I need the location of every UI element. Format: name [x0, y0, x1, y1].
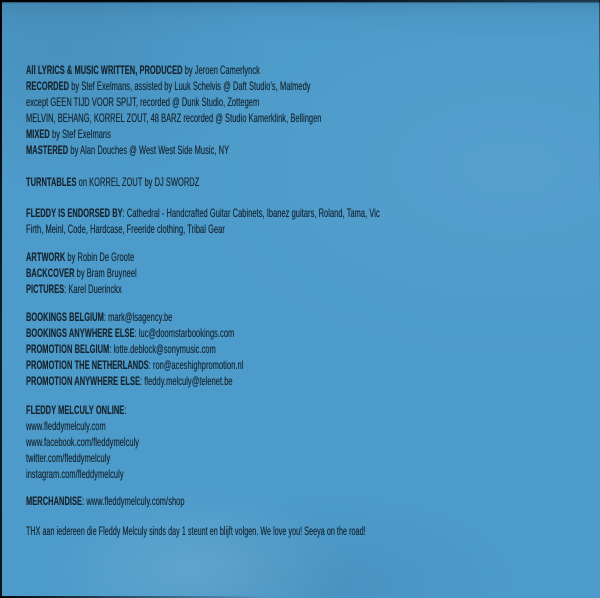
- credit-label: MASTERED: [26, 143, 69, 157]
- credit-value: www.facebook.com/fleddymelculy: [26, 435, 140, 449]
- credit-value: : ron@aceshighpromotion.nl: [148, 358, 244, 372]
- credit-label: BOOKINGS ANYWHERE ELSE: [26, 326, 135, 340]
- text-line: [26, 142, 600, 158]
- text-line: [26, 110, 600, 126]
- credit-label: FLEDDY MELCULY ONLINE: [26, 403, 125, 417]
- text-line: [26, 402, 600, 418]
- text-line: [26, 265, 600, 281]
- credit-value: by Bram Bruyneel: [74, 266, 137, 280]
- text-line: [26, 373, 600, 389]
- credit-value: : fleddy.melculy@telenet.be: [140, 374, 233, 388]
- credit-value: :: [124, 403, 127, 417]
- credit-value: MELVIN, BEHANG, KORREL ZOUT, 48 BARZ recorded @ Studio Kamerklink, Bellingen: [26, 111, 322, 125]
- credit-label: BACKCOVER: [26, 266, 75, 280]
- credit-label: TURNTABLES: [26, 175, 77, 189]
- text-line: [26, 450, 600, 466]
- credit-value: : mark@lsagency.be: [103, 310, 173, 324]
- text-line: [26, 325, 600, 341]
- credit-label: RECORDED: [26, 79, 70, 93]
- text-line: [26, 249, 600, 265]
- credit-value: : Karel Duerinckx: [64, 282, 122, 296]
- credit-value: : luc@doomstarbookings.com: [134, 326, 235, 340]
- credit-label: PROMOTION THE NETHERLANDS: [26, 358, 149, 372]
- credit-value: : Cathedral - Handcrafted Guitar Cabinets, Ibanez guitars, Roland, Tama, Vic: [122, 206, 380, 220]
- credit-value: by Jeroen Camerlynck: [182, 63, 260, 77]
- text-line: [26, 309, 600, 325]
- credit-label: All LYRICS & MUSIC WRITTEN, PRODUCED: [26, 63, 183, 77]
- section-turntables: [26, 174, 600, 190]
- credit-value: twitter.com/fleddymelculy: [26, 451, 111, 465]
- text-line: [26, 221, 600, 237]
- credit-label: PROMOTION BELGIUM: [26, 342, 110, 356]
- scan-edge-top: [0, 0, 600, 2]
- text-line: [26, 418, 600, 434]
- credit-value: by Stef Exelmans: [49, 127, 111, 141]
- credit-label: MIXED: [26, 127, 50, 141]
- credit-value: Firth, Meinl, Code, Hardcase, Freeride clothing, Tribal Gear: [26, 222, 225, 236]
- credit-label: PROMOTION ANYWHERE ELSE: [26, 374, 141, 388]
- text-line: [26, 62, 600, 78]
- section-endorsements: [26, 205, 600, 237]
- section-online: [26, 402, 600, 482]
- credit-value: by Robin De Groote: [65, 250, 135, 264]
- credit-value: by Stef Exelmans, assisted by Luuk Schelvis @ Daft Studio's, Malmedy: [69, 79, 311, 93]
- text-line: [26, 174, 600, 190]
- text-line: [26, 524, 600, 540]
- text-line: [26, 357, 600, 373]
- section-artwork: [26, 249, 600, 297]
- section-contacts: [26, 309, 600, 389]
- section-production-credits: [26, 62, 600, 158]
- scan-edge-left: [0, 0, 2, 598]
- credit-label: BOOKINGS BELGIUM: [26, 310, 104, 324]
- credit-value: instagram.com/fleddymelculy: [26, 467, 124, 481]
- text-line: [26, 466, 600, 482]
- credit-value: : lotte.deblock@sonymusic.com: [109, 342, 216, 356]
- credit-value: : www.fleddymelculy.com/shop: [82, 494, 185, 508]
- credit-value: except GEEN TIJD VOOR SPIJT, recorded @ Dunk Studio, Zottegem: [26, 95, 260, 109]
- section-thanks: [26, 524, 600, 540]
- text-line: [26, 78, 600, 94]
- credit-label: MERCHANDISE: [26, 494, 83, 508]
- credit-value: by Alan Douches @ West West Side Music, NY: [68, 143, 230, 157]
- text-line: [26, 434, 600, 450]
- credit-value: www.fleddymelculy.com: [26, 419, 106, 433]
- credit-label: ARTWORK: [26, 250, 66, 264]
- text-line: [26, 94, 600, 110]
- text-line: [26, 126, 600, 142]
- credit-value: THX aan iedereen die Fleddy Melculy sinds day 1 steunt en blijft volgen. We love you! Seeya on the road!: [26, 526, 366, 538]
- credit-value: on KORREL ZOUT by DJ SWORDZ: [76, 175, 200, 189]
- text-line: [26, 281, 600, 297]
- section-merchandise: [26, 493, 600, 509]
- text-line: [26, 205, 600, 221]
- credit-label: PICTURES: [26, 282, 65, 296]
- credit-label: FLEDDY IS ENDORSED BY: [26, 206, 123, 220]
- booklet-text: [26, 62, 600, 540]
- text-line: [26, 341, 600, 357]
- text-line: [26, 493, 600, 509]
